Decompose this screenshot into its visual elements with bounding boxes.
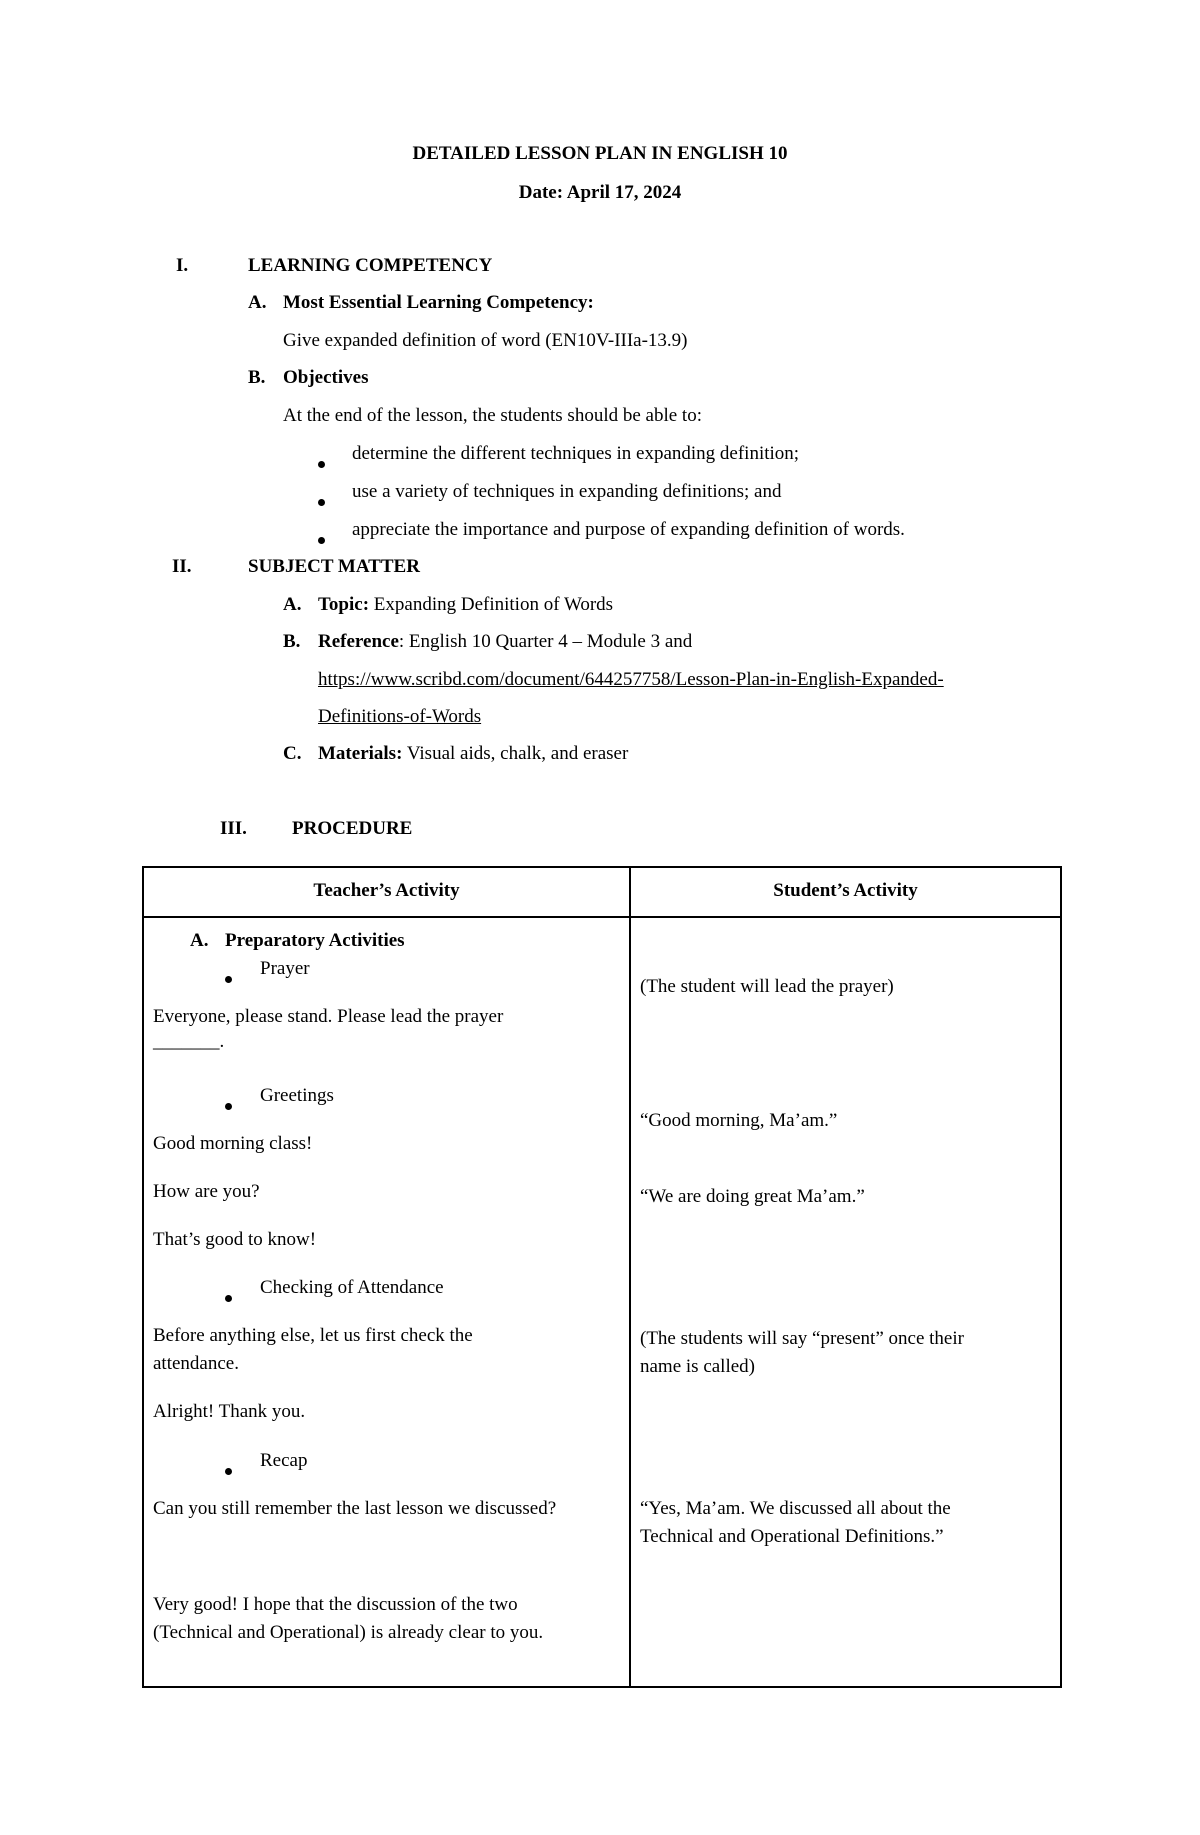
greet-teacher-line: That’s good to know! (153, 1229, 317, 1250)
prep-title: Preparatory Activities (225, 930, 405, 951)
section-3-title: PROCEDURE (292, 818, 413, 839)
page-title: DETAILED LESSON PLAN IN ENGLISH 10 (412, 143, 788, 164)
recap-teacher-line: (Technical and Operational) is already clear to you. (153, 1622, 544, 1643)
objectives-intro: At the end of the lesson, the students should be able to: (283, 405, 702, 426)
prayer-heading: Prayer (260, 958, 310, 979)
greet-student-line: “We are doing great Ma’am.” (640, 1186, 865, 1207)
prayer-blank: _______. (153, 1031, 225, 1052)
greet-student-line: “Good morning, Ma’am.” (640, 1110, 838, 1131)
section-2-numeral: II. (172, 556, 192, 577)
bullet-icon (225, 967, 232, 989)
section-2-title: SUBJECT MATTER (248, 556, 420, 577)
recap-student-line: “Yes, Ma’am. We discussed all about the (640, 1498, 951, 1519)
bullet-icon (318, 528, 325, 550)
section-1-numeral: I. (176, 255, 189, 276)
objective-item: determine the different techniques in expanding definition; (352, 443, 800, 464)
reference-label: Reference (318, 631, 399, 652)
greet-teacher-line: Good morning class! (153, 1133, 313, 1154)
prayer-student-text: (The student will lead the prayer) (640, 976, 894, 997)
attendance-heading: Checking of Attendance (260, 1277, 444, 1298)
materials-value: Visual aids, chalk, and eraser (402, 743, 629, 764)
section-1a-title: Most Essential Learning Competency: (283, 292, 594, 313)
section-2a-marker: A. (283, 594, 302, 615)
attendance-student-line: (The students will say “present” once their (640, 1328, 964, 1349)
section-1-title: LEARNING COMPETENCY (248, 255, 493, 276)
section-2b-marker: B. (283, 631, 301, 652)
greet-teacher-line: How are you? (153, 1181, 260, 1202)
attendance-teacher-line: Before anything else, let us first check the (153, 1325, 473, 1346)
attendance-teacher-line: attendance. (153, 1353, 239, 1374)
section-1b-marker: B. (248, 367, 266, 388)
bullet-icon (318, 452, 325, 474)
section-1b-title: Objectives (283, 367, 369, 388)
reference-link-continued[interactable]: Definitions-of-Words (318, 706, 482, 727)
materials-line (318, 743, 628, 765)
recap-teacher-line: Very good! I hope that the discussion of the two (153, 1594, 518, 1615)
section-2c-marker: C. (283, 743, 302, 764)
recap-student-line: Technical and Operational Definitions.” (640, 1526, 944, 1547)
greetings-heading: Greetings (260, 1085, 334, 1106)
materials-label: Materials: (318, 743, 403, 764)
bullet-icon (225, 1459, 232, 1481)
procedure-table (142, 866, 1062, 1688)
column-divider (629, 868, 631, 1686)
topic-line (318, 594, 613, 616)
attendance-teacher-line: Alright! Thank you. (153, 1401, 306, 1422)
reference-value: : English 10 Quarter 4 – Module 3 and (398, 631, 693, 652)
recap-teacher-line: Can you still remember the last lesson we discussed? (153, 1498, 557, 1519)
prep-marker: A. (190, 930, 209, 951)
bullet-icon (225, 1286, 232, 1308)
section-3-numeral: III. (220, 818, 247, 839)
objective-item: appreciate the importance and purpose of expanding definition of words. (352, 519, 905, 540)
topic-value: Expanding Definition of Words (369, 594, 614, 615)
bullet-icon (225, 1094, 232, 1116)
student-column-header: Student’s Activity (773, 880, 918, 901)
header-divider (144, 916, 1060, 918)
reference-link[interactable]: https://www.scribd.com/document/644257758/Lesson-Plan-in-English-Expanded- (318, 669, 944, 690)
lesson-date: Date: April 17, 2024 (518, 182, 682, 203)
topic-label: Topic: (318, 594, 370, 615)
prayer-teacher-text: Everyone, please stand. Please lead the prayer (153, 1006, 504, 1027)
teacher-column-header: Teacher’s Activity (313, 880, 460, 901)
bullet-icon (318, 490, 325, 512)
section-1a-marker: A. (248, 292, 267, 313)
competency-text: Give expanded definition of word (EN10V-IIIa-13.9) (283, 330, 688, 351)
attendance-student-line: name is called) (640, 1356, 756, 1377)
recap-heading: Recap (260, 1450, 308, 1471)
reference-line (318, 631, 692, 653)
objective-item: use a variety of techniques in expanding definitions; and (352, 481, 782, 502)
